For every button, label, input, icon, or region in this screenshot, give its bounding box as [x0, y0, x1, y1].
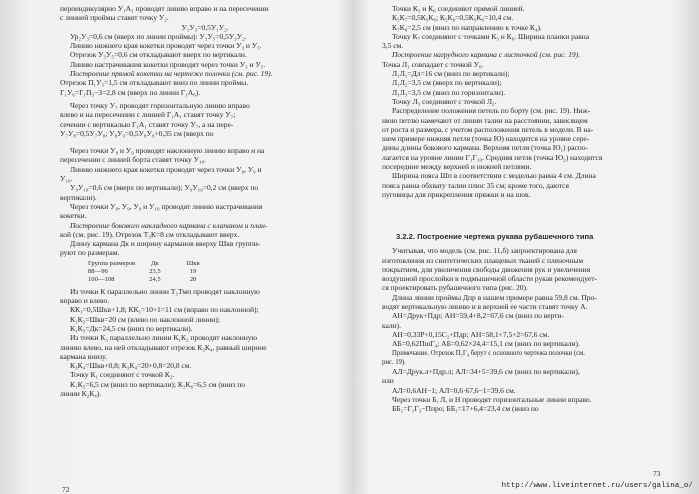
formula-line: АН=Друк+Пдр; АН=59,4+8,2=67,6 см (вниз по верти-: [392, 311, 564, 321]
text-line: покрытием, для увеличения свободы движения рук и увеличения: [382, 264, 591, 274]
table-cell: 20: [189, 275, 197, 283]
size-table: [88, 260, 226, 284]
text-line: Учитывая, что модель (см. рис. 11,б) запроектирована для: [392, 246, 577, 256]
formula-line: К₅К₇=0,5К₅К₆; К₅К₈=0,5К₅К₆=10,4 см.: [392, 13, 514, 23]
text-line: пояса равна обхвату талии плюс 35 см; кроме того, даются: [382, 180, 569, 190]
text-line: шем примере нижняя петля (точка Ю) находится на уровне сере-: [382, 134, 590, 144]
text-line: Ширина пояса Шп в соответствии с моделью равна 4 см. Длина: [392, 171, 596, 181]
text-line: Длину кармана Дк и ширину карманов вверху Шкв группи-: [70, 239, 261, 249]
table-header: Шкв: [186, 259, 200, 267]
table-row: [88, 276, 226, 284]
table-cell: 19: [189, 267, 197, 275]
text-line: Длина линии проймы Дпр в нашем примере равна 59,8 см. Про-: [392, 292, 597, 302]
text-line: Точки К₅ и К₆ соединяют прямой линией.: [392, 4, 525, 13]
table-header-row: [88, 260, 226, 268]
text-line: линию влево, на ней откладывают отрезок К₃К₄, равный ширине: [60, 342, 267, 352]
table-cell: 100—108: [88, 275, 115, 283]
table-cell: 23,5: [149, 267, 161, 275]
text-line: Из точки К параллельно линии Т₃Тмп проводят наклонную: [70, 286, 260, 296]
text-line: кой (см. рис. 19). Отрезок Т₃К=8 см откладывают вверх.: [60, 229, 240, 239]
formula-line: К₃К₄=Шкв+0,8; К₃К₄=20+0,8=20,8 см.: [70, 361, 192, 371]
text-line: Из точки К₃ параллельно линии К₁К₂ проводят наклонную: [70, 333, 258, 343]
subsection-heading: Построение нагрудного кармана с листочкой (см. рис. 19).: [392, 50, 580, 60]
formula-line: АБ=0,62ПшГ₄; АБ=0,62×24,4=15,1 см (вниз по вертикали).: [392, 339, 580, 349]
text-line: линии К₂К₄).: [60, 388, 102, 398]
table-cell: 88—96: [88, 267, 108, 275]
text-line: кармана внизу.: [60, 351, 107, 361]
formula-line: У₇У₈=0,5У₇У₈; У₈У₉=0,5У₈У₉+0,35 см (вверх по: [60, 128, 214, 138]
text-line: вправо и влево.: [60, 296, 110, 306]
formula-line: Ур₂У₃=0,6 см (вверх по линии проймы): У₃У₅=0,5У₃У₂.: [70, 31, 247, 41]
text-line: с линией проймы ставят точку У₂.: [60, 13, 169, 23]
table-cell: 24,5: [149, 275, 161, 283]
formula-line: АЛ=0,6АН−1; АЛ=0,6·67,6−1=39,6 см.: [392, 385, 516, 395]
text-line: водят вертикальную линию и в верхней ее части ставят точку А.: [382, 302, 588, 312]
formula-line: К₁К₃=Дк=24,5 см (вниз по вертикали).: [70, 323, 193, 333]
text-line: кали).: [382, 320, 401, 330]
text-line: Линию нижнего края кокетки проводят через точки У₃ и У₅.: [70, 41, 262, 51]
text-line: кокетки.: [60, 211, 87, 221]
text-line: У₁₀.: [60, 174, 73, 184]
text-line: воздушной прослойки в подмышечной области рукав рекомендует-: [382, 274, 597, 284]
right-page: [382, 4, 672, 490]
text-line: 3,5 см.: [382, 41, 404, 51]
text-line: Распределение положения петель по борту (см. рис. 19). Ниж-: [392, 106, 591, 116]
table-header: Дк: [151, 259, 159, 267]
text-line: лагается на уровне линии Г₁Г₁₀. Средняя петля (точка Ю₂) находится: [382, 152, 603, 162]
text-line: пуговицы для прикрепления пряжки и на шов.: [382, 189, 531, 199]
formula-line: К₇К₈=2,5 см (вниз по направлению к точке К₄).: [392, 22, 542, 32]
text-line: Через точку У₇ проводят горизонтальную линию вправо: [70, 100, 250, 110]
formula-line: Л₁Л₃=3,5 см (вниз по горизонтали).: [392, 87, 506, 97]
text-line: Через точки Б, Л, и Н проводят горизонтальные линии вправо.: [392, 394, 592, 404]
formula-line: У₉У₁₀=0,6 см (вверх по вертикали); У₉У₁₀=0,2 см (вверх по: [70, 183, 259, 193]
formula-line: К₁К₅=6,5 см (вниз по вертикали); К₂К₆=6,5 см (вниз по: [70, 379, 245, 389]
right-page-number: 73: [653, 469, 661, 478]
text-line: пересечении с линией борта ставят точку У₁₀.: [60, 155, 206, 165]
formula-line: Г₁У₆=Г₁П₃−3=2,8 см (вверх по линии Г₁А₆).: [60, 87, 201, 97]
text-line: от роста и размера, с учетом расположения петель в модели. В на-: [382, 124, 594, 134]
table-row: [88, 268, 226, 276]
text-line: изготовления из синтетических плащевых тканей с пленочным: [382, 255, 584, 265]
formula-line: У₁У₃=0,5У₁У₂.: [181, 22, 229, 32]
text-line: Точку Л₃ соединяют с точкой Л₂.: [392, 96, 497, 106]
text-line: сечении с вертикалью Г₁А₁ ставят точку У₇, а на пере-: [60, 119, 234, 129]
text-line: вертикали).: [60, 192, 97, 202]
formula-line: ББ₁=Г₁Г₃−Ппро; ББ₁=17+6,4=23,4 см (вниз по: [392, 404, 539, 414]
formula-line: КК₁=0,5Шкв+1,8; КК₁=10+1=11 см (вправо по наклонной);: [70, 305, 259, 315]
note-line: рис. 19).: [382, 358, 406, 366]
note-line: Примечание. Отрезок П₁Г₄ берут с основного чертежа полочки (см.: [392, 349, 585, 357]
text-line: Точка Л₁ совпадает с точкой У₆.: [382, 59, 484, 69]
formula-line: АН=0,33Р+0,15С₂+Пдр; АН=58,1+7,5+2=67,6 см.: [392, 329, 550, 339]
text-line: посередине между верхней и нижней петлями.: [382, 162, 532, 172]
table-header: Группа размеров: [88, 259, 136, 267]
subsection-heading: Построение бокового накладного кармана с клапаном и план-: [70, 220, 268, 230]
formula-line: Отрезок П₁У₅=1,5 см откладывают вниз по линии проймы.: [60, 78, 249, 88]
text-line: влево и на пересечении с линией Г₁А₁ ставят точку У₇;: [60, 110, 236, 120]
text-line: Через точки У₈ и У₉ проводят наклонную линию вправо и на: [70, 146, 265, 156]
formula-line: Л₁Л₂=3,5 см (вверх по вертикали);: [392, 78, 502, 88]
formula-line: Л₁Л₁=Дл=16 см (вниз по вертикали);: [392, 69, 510, 79]
text-line: Точку К₇ соединяют с точками К₅ и К₆. Ширина планки равна: [392, 31, 590, 41]
text-line: Через точки У₈, У₉, У₉ и У₁₀ проводят линию настрачивания: [70, 201, 263, 211]
text-line: нюю петлю намечают от линии талии на расстоянии, зависящем: [382, 115, 588, 125]
text-line: Точку К₁ соединяют с точкой К₂.: [70, 370, 175, 380]
text-line: Отрезок У₃У₅=0,6 см откладывают вверх по вертикали.: [70, 50, 247, 60]
source-url-watermark: http://www.liveinternet.ru/users/galina_o/: [501, 482, 693, 490]
formula-line: АЛ=Друк.л+Пдр.л; АЛ=34+5=39,6 см (вниз по вертикали),: [392, 367, 580, 377]
text-line: Линию настрачивания кокетки проводят через точки У₃ и У₅.: [70, 59, 266, 69]
subsection-heading: Построение прямой кокетки на чертеже полочки (см. рис. 19).: [70, 69, 273, 79]
text-line: или: [382, 376, 394, 386]
text-line: руют по размерам.: [60, 248, 120, 258]
left-page: [60, 4, 350, 490]
text-line: ся проектировать рубашечного типа (рис. 20).: [382, 283, 528, 293]
section-title: 3.2.2. Построение чертежа рукава рубашечного типа: [396, 232, 594, 242]
formula-line: К₁К₂=Шкв=20 см (влево по наклонной линии);: [70, 314, 220, 324]
text-line: дины длины бокового кармана. Верхняя петля (точка Ю₁) распо-: [382, 143, 589, 153]
left-page-number: 72: [62, 485, 70, 494]
text-line: перпендикулярно У₁А₁ проводят линию вправо и на пересечении: [60, 4, 269, 13]
text-line: Линию нижнего края кокетки проводят через точки У₈, У₉ и: [70, 164, 262, 174]
